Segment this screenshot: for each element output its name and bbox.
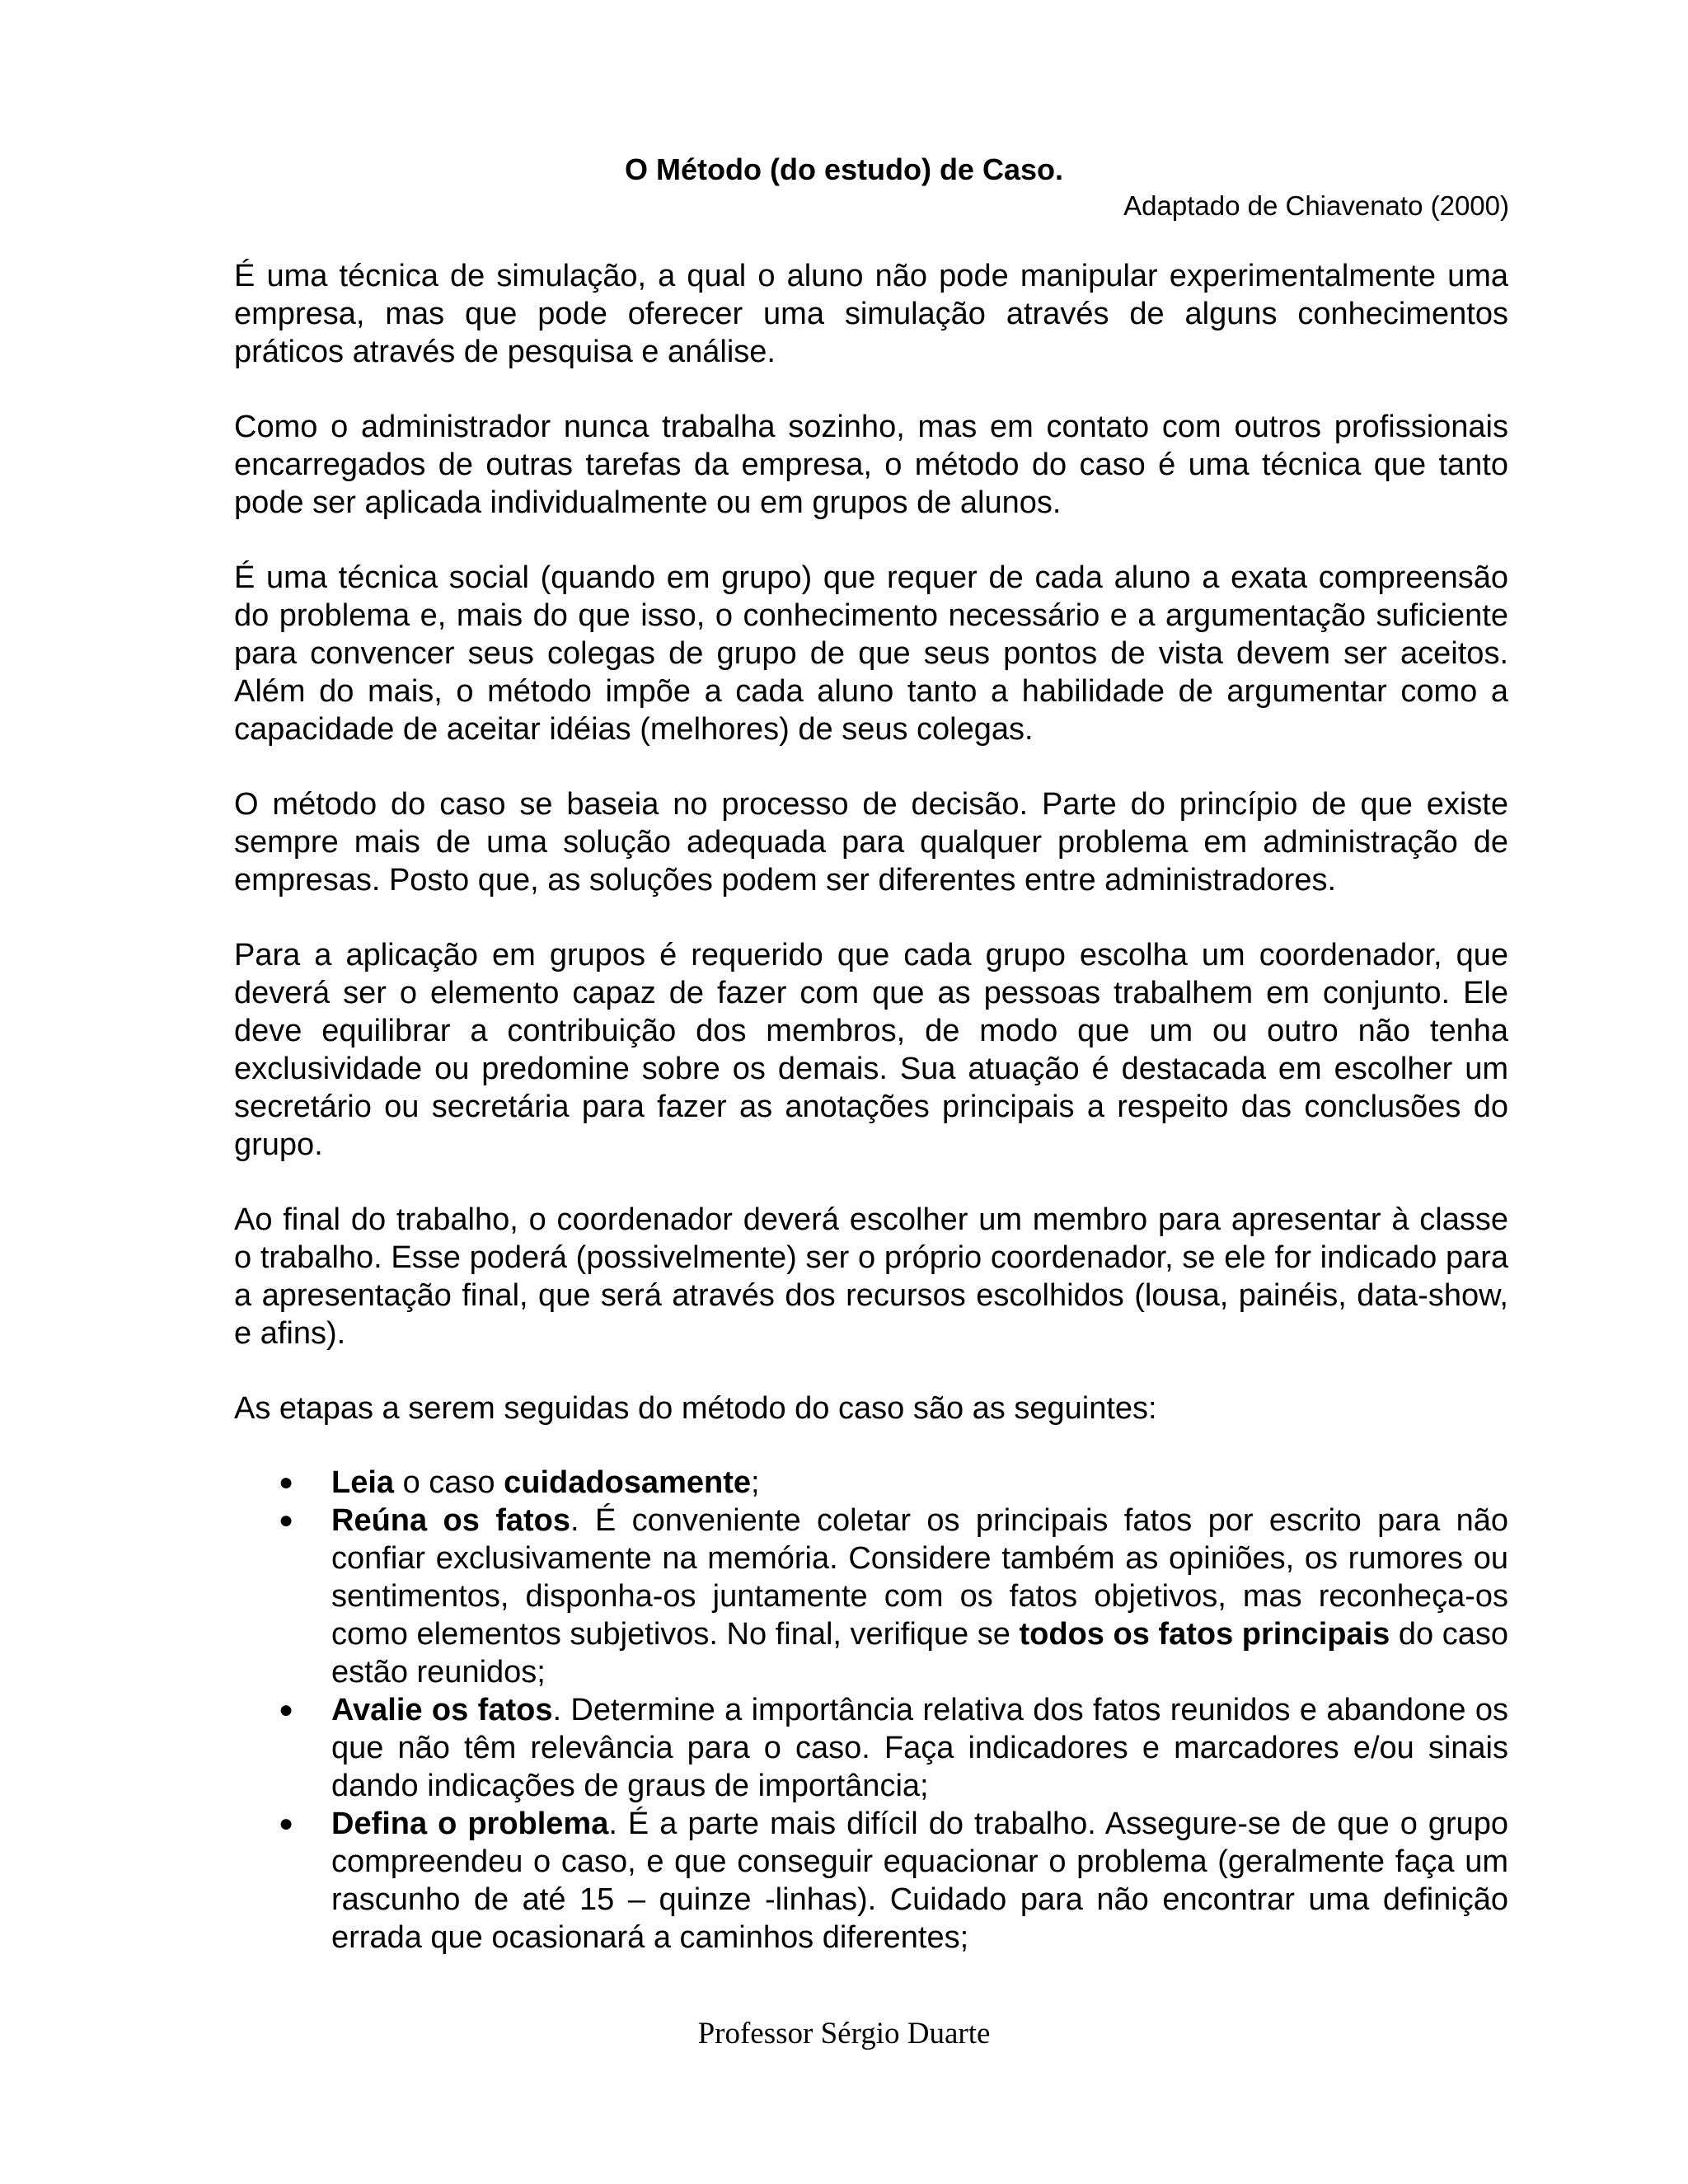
step-lead: Reúna os fatos xyxy=(331,1503,571,1538)
paragraph: O método do caso se baseia no processo de decisão. Parte do princípio de que existe sempre mais de uma solução adequada para qualquer problema em administração de empresas. Posto que, as soluções podem ser diferentes entre administradores. xyxy=(234,787,1508,898)
step-text-end: ; xyxy=(751,1465,760,1500)
list-item xyxy=(234,1464,1508,1502)
paragraph: Como o administrador nunca trabalha sozinho, mas em contato com outros profissionais encarregados de outras tarefas da empresa, o método do caso é uma técnica que tanto pode ser aplicada individualmente ou em grupos de alunos. xyxy=(234,410,1508,520)
list-item xyxy=(234,1691,1508,1805)
step-text: o caso xyxy=(394,1465,504,1500)
document-title: O Método (do estudo) de Caso. xyxy=(625,152,1063,186)
bullet-icon: ● xyxy=(279,1469,294,1496)
step-emphasis: cuidadosamente xyxy=(504,1465,751,1500)
paragraph: Para a aplicação em grupos é requerido que cada grupo escolha um coordenador, que deverá ser o elemento capaz de fazer com que as pessoas trabalhem em conjunto. Ele deve equilibrar a contribuição dos membros, de modo que um ou outro não tenha exclusividade ou predomine sobre os demais. Sua atuação é destacada em escolher um secretário ou secretária para fazer as anotações principais a respeito das conclusões do grupo. xyxy=(234,938,1508,1162)
bullet-icon: ● xyxy=(279,1507,294,1534)
step-emphasis: todos os fatos principais xyxy=(1019,1617,1390,1652)
step-lead: Leia xyxy=(331,1465,395,1500)
step-text-end: do caso estão reunidos; xyxy=(331,1617,1508,1690)
list-item xyxy=(234,1502,1508,1691)
bullet-icon: ● xyxy=(279,1696,294,1723)
step-text: . Determine a importância relativa dos fatos reunidos e abandone os que não têm relevância para o caso. Faça indicadores e marcadores e/ou sinais dando indicações de graus de importância; xyxy=(331,1693,1508,1803)
paragraph: Ao final do trabalho, o coordenador deverá escolher um membro para apresentar à classe o trabalho. Esse poderá (possivelmente) ser o próprio coordenador, se ele for indicado para a apresentação final, que será através dos recursos escolhidos (lousa, painéis, data-show, e afins). xyxy=(234,1202,1508,1351)
list-item xyxy=(234,1805,1508,1957)
document-body xyxy=(234,257,1508,1957)
paragraph: É uma técnica de simulação, a qual o aluno não pode manipular experimentalmente uma empresa, mas que pode oferecer uma simulação através de alguns conhecimentos práticos através de pesquisa e análise. xyxy=(234,259,1508,369)
steps-list xyxy=(234,1464,1508,1957)
step-lead: Avalie os fatos xyxy=(331,1693,553,1727)
bullet-icon: ● xyxy=(279,1810,294,1837)
steps-intro: As etapas a serem seguidas do método do caso são as seguintes: xyxy=(234,1391,1157,1426)
page-footer: Professor Sérgio Duarte xyxy=(697,2017,991,2050)
document-attribution: Adaptado de Chiavenato (2000) xyxy=(1123,190,1509,221)
paragraph: É uma técnica social (quando em grupo) que requer de cada aluno a exata compreensão do problema e, mais do que isso, o conhecimento necessário e a argumentação suficiente para convencer seus colegas de grupo de que seus pontos de vista devem ser aceitos. Além do mais, o método impõe a cada aluno tanto a habilidade de argumentar como a capacidade de aceitar idéias (melhores) de seus colegas. xyxy=(234,560,1508,747)
step-lead: Defina o problema xyxy=(331,1807,609,1841)
step-text: . É a parte mais difícil do trabalho. Assegure-se de que o grupo compreendeu o caso, e que conseguir equacionar o problema (geralmente faça um rascunho de até 15 – quinze -linhas). Cuidado para não encontrar uma definição errada que ocasionará a caminhos diferentes; xyxy=(331,1807,1509,1955)
step-text: . É conveniente coletar os principais fatos por escrito para não confiar exclusivamente na memória. Considere também as opiniões, os rumores ou sentimentos, disponha-os juntamente com os fatos objetivos, mas reconheça-os como elementos subjetivos. No final, verifique se xyxy=(331,1503,1508,1652)
